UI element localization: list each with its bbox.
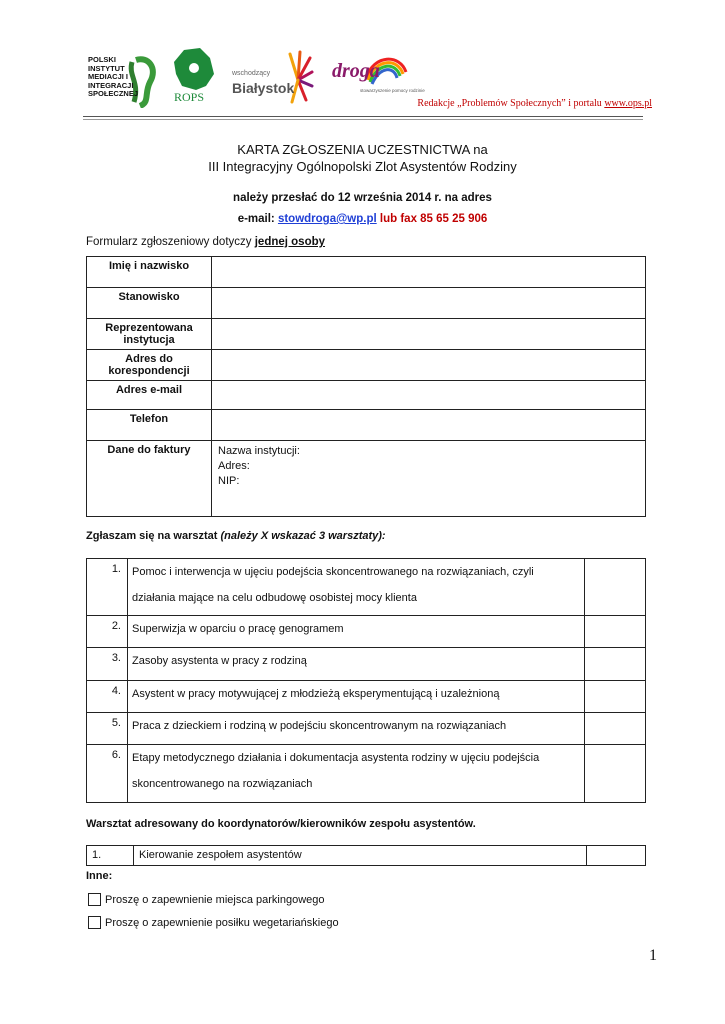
invoice-line: Nazwa instytucji: xyxy=(218,445,300,457)
logo-pimis xyxy=(88,52,160,108)
form-row xyxy=(87,410,646,441)
workshop-row xyxy=(87,559,646,616)
bialystok-sun-icon xyxy=(232,50,314,108)
field-label: Adres do korespondencji xyxy=(87,350,212,381)
title-line-2: III Integracyjny Ogólnopolski Zlot Asystentów Rodziny xyxy=(208,159,517,174)
bialystok-label: Białystok xyxy=(232,80,295,96)
pimis-line: INSTYTUT xyxy=(88,63,125,73)
pimis-line: SPOŁECZNEJ xyxy=(88,89,139,98)
pimis-line: MEDIACJI I xyxy=(88,72,129,81)
field-label: Reprezentowana instytucja xyxy=(87,319,212,350)
workshop-row xyxy=(87,745,646,803)
vegetarian-checkbox[interactable] xyxy=(88,916,101,929)
vegetarian-option-label: Proszę o zapewnienie posiłku wegetariańskiego xyxy=(105,916,339,929)
droga-subtitle: stowarzyszenie pomocy rodzinie xyxy=(360,88,425,93)
workshop-select-cell[interactable] xyxy=(585,648,646,681)
droga-label: droga xyxy=(332,60,380,82)
workshop-title: Praca z dzieckiem i rodziną w podejściu skoncentrowanym na rozwiązaniach xyxy=(128,713,585,745)
workshop-row xyxy=(87,648,646,681)
workshop-select-cell[interactable] xyxy=(587,846,646,866)
workshops-heading-text: Zgłaszam się na warsztat xyxy=(86,530,221,542)
address-input[interactable] xyxy=(212,350,646,381)
invoice-data-input[interactable] xyxy=(212,441,646,517)
workshop-title: Superwizja w oparciu o pracę genogramem xyxy=(128,616,585,648)
leaders-heading: Warsztat adresowany do koordynatorów/kierowników zespołu asystentów. xyxy=(86,818,476,830)
form-row xyxy=(87,381,646,410)
institution-input[interactable] xyxy=(212,319,646,350)
form-row xyxy=(87,257,646,288)
parking-checkbox[interactable] xyxy=(88,893,101,906)
title-line-1: KARTA ZGŁOSZENIA UCZESTNICTWA na xyxy=(237,142,488,157)
workshop-number: 3. xyxy=(87,648,128,681)
ops-link[interactable]: www.ops.pl xyxy=(604,98,652,109)
form-row xyxy=(87,350,646,381)
workshop-number: 1. xyxy=(87,559,128,616)
workshops-heading-emph: (należy X wskazać 3 warsztaty): xyxy=(220,530,386,542)
bialystok-small: wschodzący xyxy=(232,70,271,77)
workshop-row xyxy=(87,846,646,866)
workshop-row xyxy=(87,681,646,713)
field-label: Imię i nazwisko xyxy=(87,257,212,288)
workshop-title: Etapy metodycznego działania i dokumentacja asystenta rodziny w ujęciu podejścia skoncentrowanego na rozwiązaniach xyxy=(128,745,585,803)
vegetarian-option[interactable] xyxy=(88,916,339,929)
pimis-line: POLSKI xyxy=(88,55,116,64)
phone-input[interactable] xyxy=(212,410,646,441)
name-input[interactable] xyxy=(212,257,646,288)
field-label: Stanowisko xyxy=(87,288,212,319)
workshop-select-cell[interactable] xyxy=(585,713,646,745)
workshop-title: Pomoc i interwencja w ujęciu podejścia skoncentrowanego na rozwiązaniach, czyli działania mające na celu odbudowę osobistej mocy klienta xyxy=(128,559,585,616)
credits-text: Redakcje „Problemów Społecznych” i portalu xyxy=(417,98,605,109)
logo-bialystok xyxy=(232,50,314,108)
workshop-select-cell[interactable] xyxy=(585,745,646,803)
form-note-emph: jednej osoby xyxy=(254,236,326,248)
registration-form-table xyxy=(86,256,646,517)
header-rule xyxy=(83,119,643,120)
email-input[interactable] xyxy=(212,381,646,410)
logo-rops xyxy=(170,46,220,108)
workshop-number: 1. xyxy=(87,846,134,866)
workshop-select-cell[interactable] xyxy=(585,559,646,616)
field-label: Adres e-mail xyxy=(87,381,212,410)
form-note-text: Formularz zgłoszeniowy dotyczy xyxy=(86,236,255,248)
form-note xyxy=(86,236,325,248)
email-link[interactable]: stowdroga@wp.pl xyxy=(277,213,377,225)
field-label: Dane do faktury xyxy=(87,441,212,517)
workshop-number: 6. xyxy=(87,745,128,803)
logo-droga xyxy=(330,54,425,102)
workshop-title: Zasoby asystenta w pracy z rodziną xyxy=(128,648,585,681)
workshop-select-cell[interactable] xyxy=(585,616,646,648)
workshop-row xyxy=(87,713,646,745)
other-heading: Inne: xyxy=(86,870,113,882)
email-label: e-mail: xyxy=(237,213,278,225)
header-credits xyxy=(417,98,652,109)
rops-label: ROPS xyxy=(174,90,205,104)
workshop-number: 4. xyxy=(87,681,128,713)
workshop-number: 2. xyxy=(87,616,128,648)
contact-line xyxy=(0,213,725,225)
parking-option-label: Proszę o zapewnienie miejsca parkingowego xyxy=(105,893,325,906)
position-input[interactable] xyxy=(212,288,646,319)
workshops-table xyxy=(86,558,646,803)
header-rule xyxy=(83,116,643,117)
workshop-title: Kierowanie zespołem asystentów xyxy=(134,846,587,866)
form-row xyxy=(87,441,646,517)
form-row xyxy=(87,288,646,319)
workshops-heading xyxy=(86,530,386,542)
workshop-select-cell[interactable] xyxy=(585,681,646,713)
deadline-text: należy przesłać do 12 września 2014 r. na adres xyxy=(233,192,492,204)
leaders-workshop-table xyxy=(86,845,646,866)
form-row xyxy=(87,319,646,350)
pimis-line: INTEGRACJI xyxy=(88,80,134,90)
invoice-line: NIP: xyxy=(218,475,240,487)
fax-text: lub fax 85 65 25 906 xyxy=(376,213,488,225)
invoice-line: Adres: xyxy=(218,460,250,472)
workshop-number: 5. xyxy=(87,713,128,745)
page-number: 1 xyxy=(649,947,657,964)
workshop-title: Asystent w pracy motywującej z młodzieżą eksperymentującą i uzależnioną xyxy=(128,681,585,713)
workshop-row xyxy=(87,616,646,648)
parking-option[interactable] xyxy=(88,893,325,906)
field-label: Telefon xyxy=(87,410,212,441)
